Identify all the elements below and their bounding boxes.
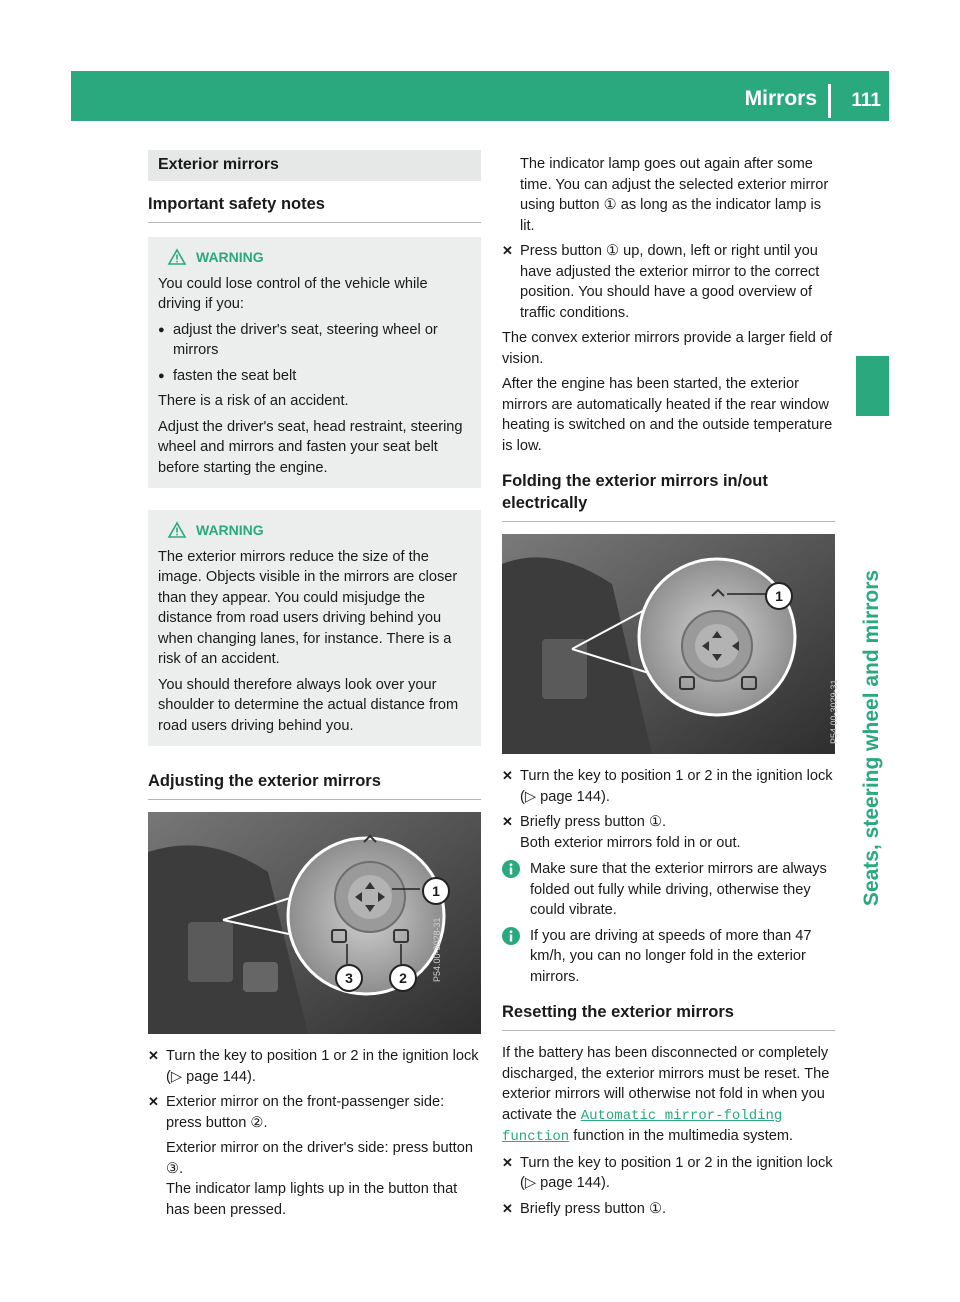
adjust-heading: Adjusting the exterior mirrors: [148, 770, 481, 800]
list-item: [158, 366, 471, 387]
side-tab-text: Seats, steering wheel and mirrors: [860, 569, 883, 907]
side-tab-marker: [856, 356, 889, 416]
right-column: [502, 154, 839, 1224]
convex-paragraph: The convex exterior mirrors provide a larger field of vision.: [502, 330, 833, 367]
step-text: Turn the key to position 1 or 2 in the ignition lock (▷ page 144).: [520, 1154, 833, 1191]
info-icon: [502, 927, 520, 945]
warning-risk: There is a risk of an accident.: [158, 393, 349, 409]
instruction-step: [502, 1153, 835, 1194]
heated-paragraph: After the engine has been started, the exterior mirrors are automatically heated if the rear window heating is switched on and the outside temperature is low.: [502, 376, 833, 454]
warning-box-2: [148, 510, 481, 746]
photo-code: P54.00-3028-31: [432, 917, 442, 982]
safety-heading: Important safety notes: [148, 193, 481, 223]
header-bar: [71, 71, 889, 121]
step-arrow-icon: ✕: [148, 1048, 159, 1063]
section-title: Exterior mirrors: [148, 150, 481, 181]
reset-intro-text: If the battery has been disconnected or completely discharged, the exterior mirrors must be reset. The exterior mirrors will otherwise not fold in when you activate the: [502, 1045, 830, 1123]
info-icon: [502, 860, 520, 878]
reset-intro: [502, 1043, 835, 1148]
step-text: Briefly press button ①.: [520, 814, 667, 830]
instruction-step: [502, 241, 835, 323]
warning-label: WARNING: [196, 249, 264, 265]
step-arrow-icon: ✕: [502, 1200, 513, 1216]
warning-advice: You should therefore always look over your shoulder to determine the actual distance from road users driving behind you.: [158, 676, 459, 734]
instruction-step: [148, 1092, 481, 1133]
page-number: 111: [851, 90, 881, 111]
warning-label: WARNING: [196, 522, 264, 538]
bullet-icon: ●: [158, 323, 165, 336]
warning-triangle-icon: [168, 249, 186, 265]
list-item-text: adjust the driver's seat, steering wheel or mirrors: [173, 321, 438, 358]
callout-1: 1: [422, 877, 450, 905]
info-note: [502, 859, 835, 921]
reset-heading: Resetting the exterior mirrors: [502, 1001, 835, 1031]
continued-paragraph: The indicator lamp goes out again after some time. You can adjust the selected exterior mirror using button ① as long as the indicator lamp is lit.: [520, 156, 829, 234]
step-arrow-icon: ✕: [502, 768, 513, 783]
step-arrow-icon: ✕: [502, 243, 513, 258]
warning-triangle-icon: [168, 522, 186, 538]
instruction-step: [502, 1199, 835, 1220]
mirror-switch-photo-1: [148, 812, 481, 1034]
warning-box-1: [148, 237, 481, 488]
header-separator: [828, 84, 831, 118]
callout-3: 3: [335, 964, 363, 992]
info-note: [502, 926, 835, 988]
instruction-step: [148, 1046, 481, 1087]
callout-2: 2: [389, 964, 417, 992]
note-text: Make sure that the exterior mirrors are always folded out fully while driving, otherwise they could vibrate.: [530, 861, 827, 918]
step-arrow-icon: ✕: [502, 814, 513, 829]
bullet-icon: ●: [158, 369, 165, 382]
left-column: [148, 150, 481, 1220]
step-text: Turn the key to position 1 or 2 in the ignition lock (▷ page 144).: [520, 768, 833, 805]
fold-heading: Folding the exterior mirrors in/out electrically: [502, 470, 835, 522]
callout-1: 1: [765, 582, 793, 610]
step-continuation: [148, 1138, 481, 1220]
reset-intro-text-end: function in the multimedia system.: [573, 1128, 794, 1144]
step-arrow-icon: ✕: [502, 1154, 513, 1170]
warning-header: [168, 520, 471, 541]
step-arrow-icon: ✕: [148, 1094, 159, 1109]
warning-advice: Adjust the driver's seat, head restraint, steering wheel and mirrors and fasten your seat belt before starting the engine.: [158, 418, 463, 476]
step-text: Press button ① up, down, left or right until you have adjusted the exterior mirror to the correct position. You should have a good overview of traffic conditions.: [520, 243, 820, 321]
mirror-switch-photo-2: [502, 534, 839, 754]
warning-header: [168, 247, 471, 268]
chapter-title: Mirrors: [744, 87, 817, 110]
step-text-driver-side: Exterior mirror on the driver's side: press button ③.: [166, 1140, 473, 1177]
step-text: Briefly press button ①.: [520, 1200, 667, 1217]
step-text-indicator: The indicator lamp lights up in the button that has been pressed.: [166, 1181, 458, 1218]
warning-text: The exterior mirrors reduce the size of the image. Objects visible in the mirrors are closer than they appear. You could misjudge the distance from road users driving behind you when changing lanes, for instance. There is a risk of an accident.: [158, 548, 458, 667]
warning-intro: You could lose control of the vehicle while driving if you:: [158, 275, 428, 312]
instruction-step: [502, 812, 835, 833]
mirror-fold-illustration: [502, 534, 835, 754]
automatic-mirror-folding-link[interactable]: Automatic mirror-folding function: [502, 1107, 783, 1145]
side-tab-label: [857, 428, 887, 1048]
list-item: [158, 320, 471, 361]
step-text: Turn the key to position 1 or 2 in the ignition lock (▷ page 144).: [166, 1048, 479, 1085]
list-item-text: fasten the seat belt: [173, 367, 297, 384]
photo-code: P54.00-3029-31: [829, 679, 839, 744]
instruction-step: [502, 766, 835, 807]
step-text: Exterior mirror on the front-passenger side: press button ②.: [166, 1094, 445, 1131]
fold-result: Both exterior mirrors fold in or out.: [520, 834, 741, 851]
note-text: If you are driving at speeds of more than 47 km/h, you can no longer fold in the exterior mirrors.: [530, 927, 812, 985]
